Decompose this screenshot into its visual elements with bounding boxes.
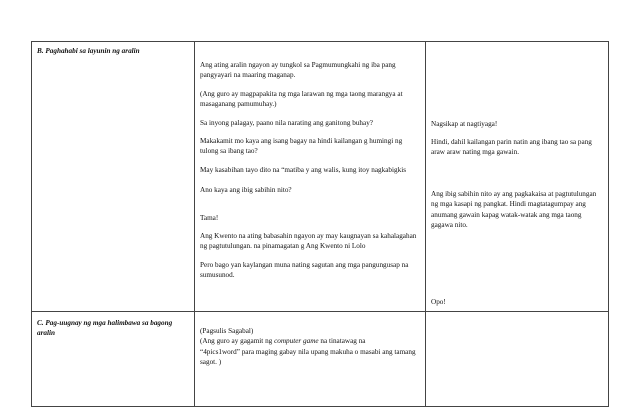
column-divider-1 xyxy=(194,41,195,407)
paragraph: “4pics1word” para maging gabay nila upang makuha o masabi ang tamang sagot. ) xyxy=(200,347,416,367)
paragraph: Sa inyong palagay, paano nila narating ang ganitong buhay? xyxy=(200,118,373,127)
paragraph: (Pagsulis Sagabal) xyxy=(200,327,254,335)
paragraph: May kasabihan tayo dito na “matiba y ang walis, kung itoy nagkabigkis xyxy=(200,165,406,174)
row-divider xyxy=(31,311,609,312)
row-c-teacher-text xyxy=(200,326,422,368)
paragraph: Makakamit mo kaya ang isang bagay na hindi kailangan g humingi ng tulong sa ibang tao? xyxy=(200,137,403,156)
column-divider-2 xyxy=(425,41,426,407)
text-segment: (Ang guro ay gagamit ng xyxy=(200,337,275,346)
row-b-teacher-text xyxy=(200,60,422,289)
paragraph: Ano kaya ang ibig sabihin nito? xyxy=(200,186,292,195)
paragraph: Tama! xyxy=(200,213,219,222)
row-b-student-response-2: Hindi, dahil kailangan parin natin ang ibang tao sa pang araw araw nating mga gawain. xyxy=(431,138,592,157)
paragraph: Ang Kwento na ating babasahin ngayon ay may kaugnayan sa kahalagahan ng pagtutulungan. na pinamagatan g Ang Kwento ni Lolo xyxy=(200,232,417,251)
table-border-top xyxy=(31,41,609,42)
paragraph: Pero bago yan kaylangan muna nating sagutan ang mga pangungusap na sumusunod. xyxy=(200,260,409,280)
table-border-bottom xyxy=(31,406,609,407)
emphasized-text: computer game xyxy=(274,337,319,346)
row-heading-b: B. Paghahabi sa layunin ng aralin xyxy=(37,47,140,55)
text-segment: na tinatawag na xyxy=(318,337,366,346)
paragraph: Ang ating aralin ngayon ay tungkol sa Pagmumungkahi ng iba pang pangyayari na maaring maganap. xyxy=(200,61,396,80)
row-b-student-response-3: Ang ibig sabihin nito ay ang pagkakaisa at pagtutulungan ng mga kasapi ng pangkat. Hindi magtatagumpay ang anumang gawain kapag watak-watak ang mga taong gagawa nito. xyxy=(431,190,597,230)
lesson-table xyxy=(31,41,609,406)
paragraph xyxy=(200,336,422,346)
row-b-student-response-1: Nagsikap at nagtiyaga! xyxy=(431,120,498,128)
table-border-left xyxy=(31,41,32,407)
table-border-right xyxy=(608,41,609,407)
row-b-student-response-4: Opo! xyxy=(431,298,446,306)
row-heading-c: C. Pag-uugnay ng mga halimbawa sa bagong aralin xyxy=(37,319,173,338)
paragraph: (Ang guro ay magpapakita ng mga larawan ng mga taong marangya at masaganang pamumuhay.) xyxy=(200,89,403,109)
